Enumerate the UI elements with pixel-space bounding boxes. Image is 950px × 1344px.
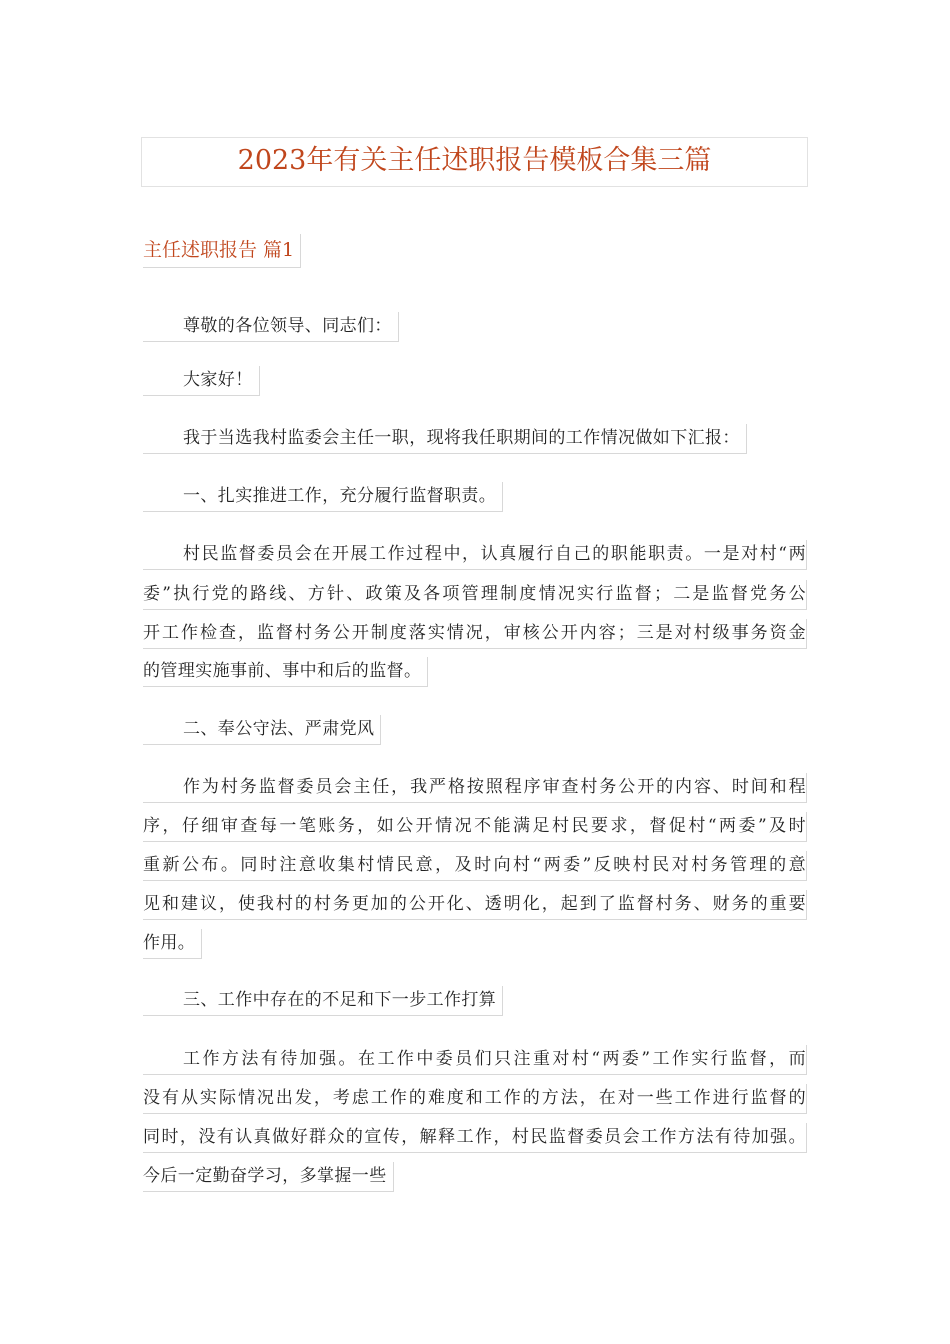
paragraph-line: 村民监督委员会在开展工作过程中，认真履行自己的职能职责。一是对村“两 bbox=[143, 540, 807, 570]
paragraph-line: 同时，没有认真做好群众的宣传，解释工作，村民监督委员会工作方法有待加强。 bbox=[143, 1123, 807, 1153]
intro-line: 我于当选我村监委会主任一职，现将我任职期间的工作情况做如下汇报： bbox=[143, 424, 747, 454]
paragraph-line: 今后一定勤奋学习，多掌握一些 bbox=[143, 1162, 394, 1192]
heading-three: 三、工作中存在的不足和下一步工作打算 bbox=[143, 986, 503, 1016]
paragraph-line: 委”执行党的路线、方针、政策及各项管理制度情况实行监督；二是监督党务公 bbox=[143, 580, 807, 610]
paragraph-line: 没有从实际情况出发，考虑工作的难度和工作的方法，在对一些工作进行监督的 bbox=[143, 1084, 807, 1114]
paragraph-line: 工作方法有待加强。在工作中委员们只注重对村“两委”工作实行监督，而 bbox=[143, 1045, 807, 1075]
paragraph-line: 序，仔细审查每一笔账务，如公开情况不能满足村民要求，督促村“两委”及时 bbox=[143, 812, 807, 842]
paragraph-line: 开工作检查，监督村务公开制度落实情况，审核公开内容；三是对村级事务资金 bbox=[143, 619, 807, 649]
paragraph-line: 重新公布。同时注意收集村情民意，及时向村“两委”反映村民对村务管理的意 bbox=[143, 851, 807, 881]
paragraph-line: 见和建议，使我村的村务更加的公开化、透明化，起到了监督村务、财务的重要 bbox=[143, 890, 807, 920]
document-title: 2023年有关主任述职报告模板合集三篇 bbox=[141, 137, 808, 187]
greeting-line: 大家好！ bbox=[143, 366, 260, 396]
paragraph-line: 作用。 bbox=[143, 929, 202, 959]
section-title: 主任述职报告 篇1 bbox=[143, 234, 301, 268]
heading-one: 一、扎实推进工作，充分履行监督职责。 bbox=[143, 482, 503, 512]
salutation-line: 尊敬的各位领导、同志们： bbox=[143, 312, 399, 342]
paragraph-line: 的管理实施事前、事中和后的监督。 bbox=[143, 657, 428, 687]
heading-two: 二、奉公守法、严肃党风 bbox=[143, 715, 381, 745]
paragraph-line: 作为村务监督委员会主任，我严格按照程序审查村务公开的内容、时间和程 bbox=[143, 773, 807, 803]
